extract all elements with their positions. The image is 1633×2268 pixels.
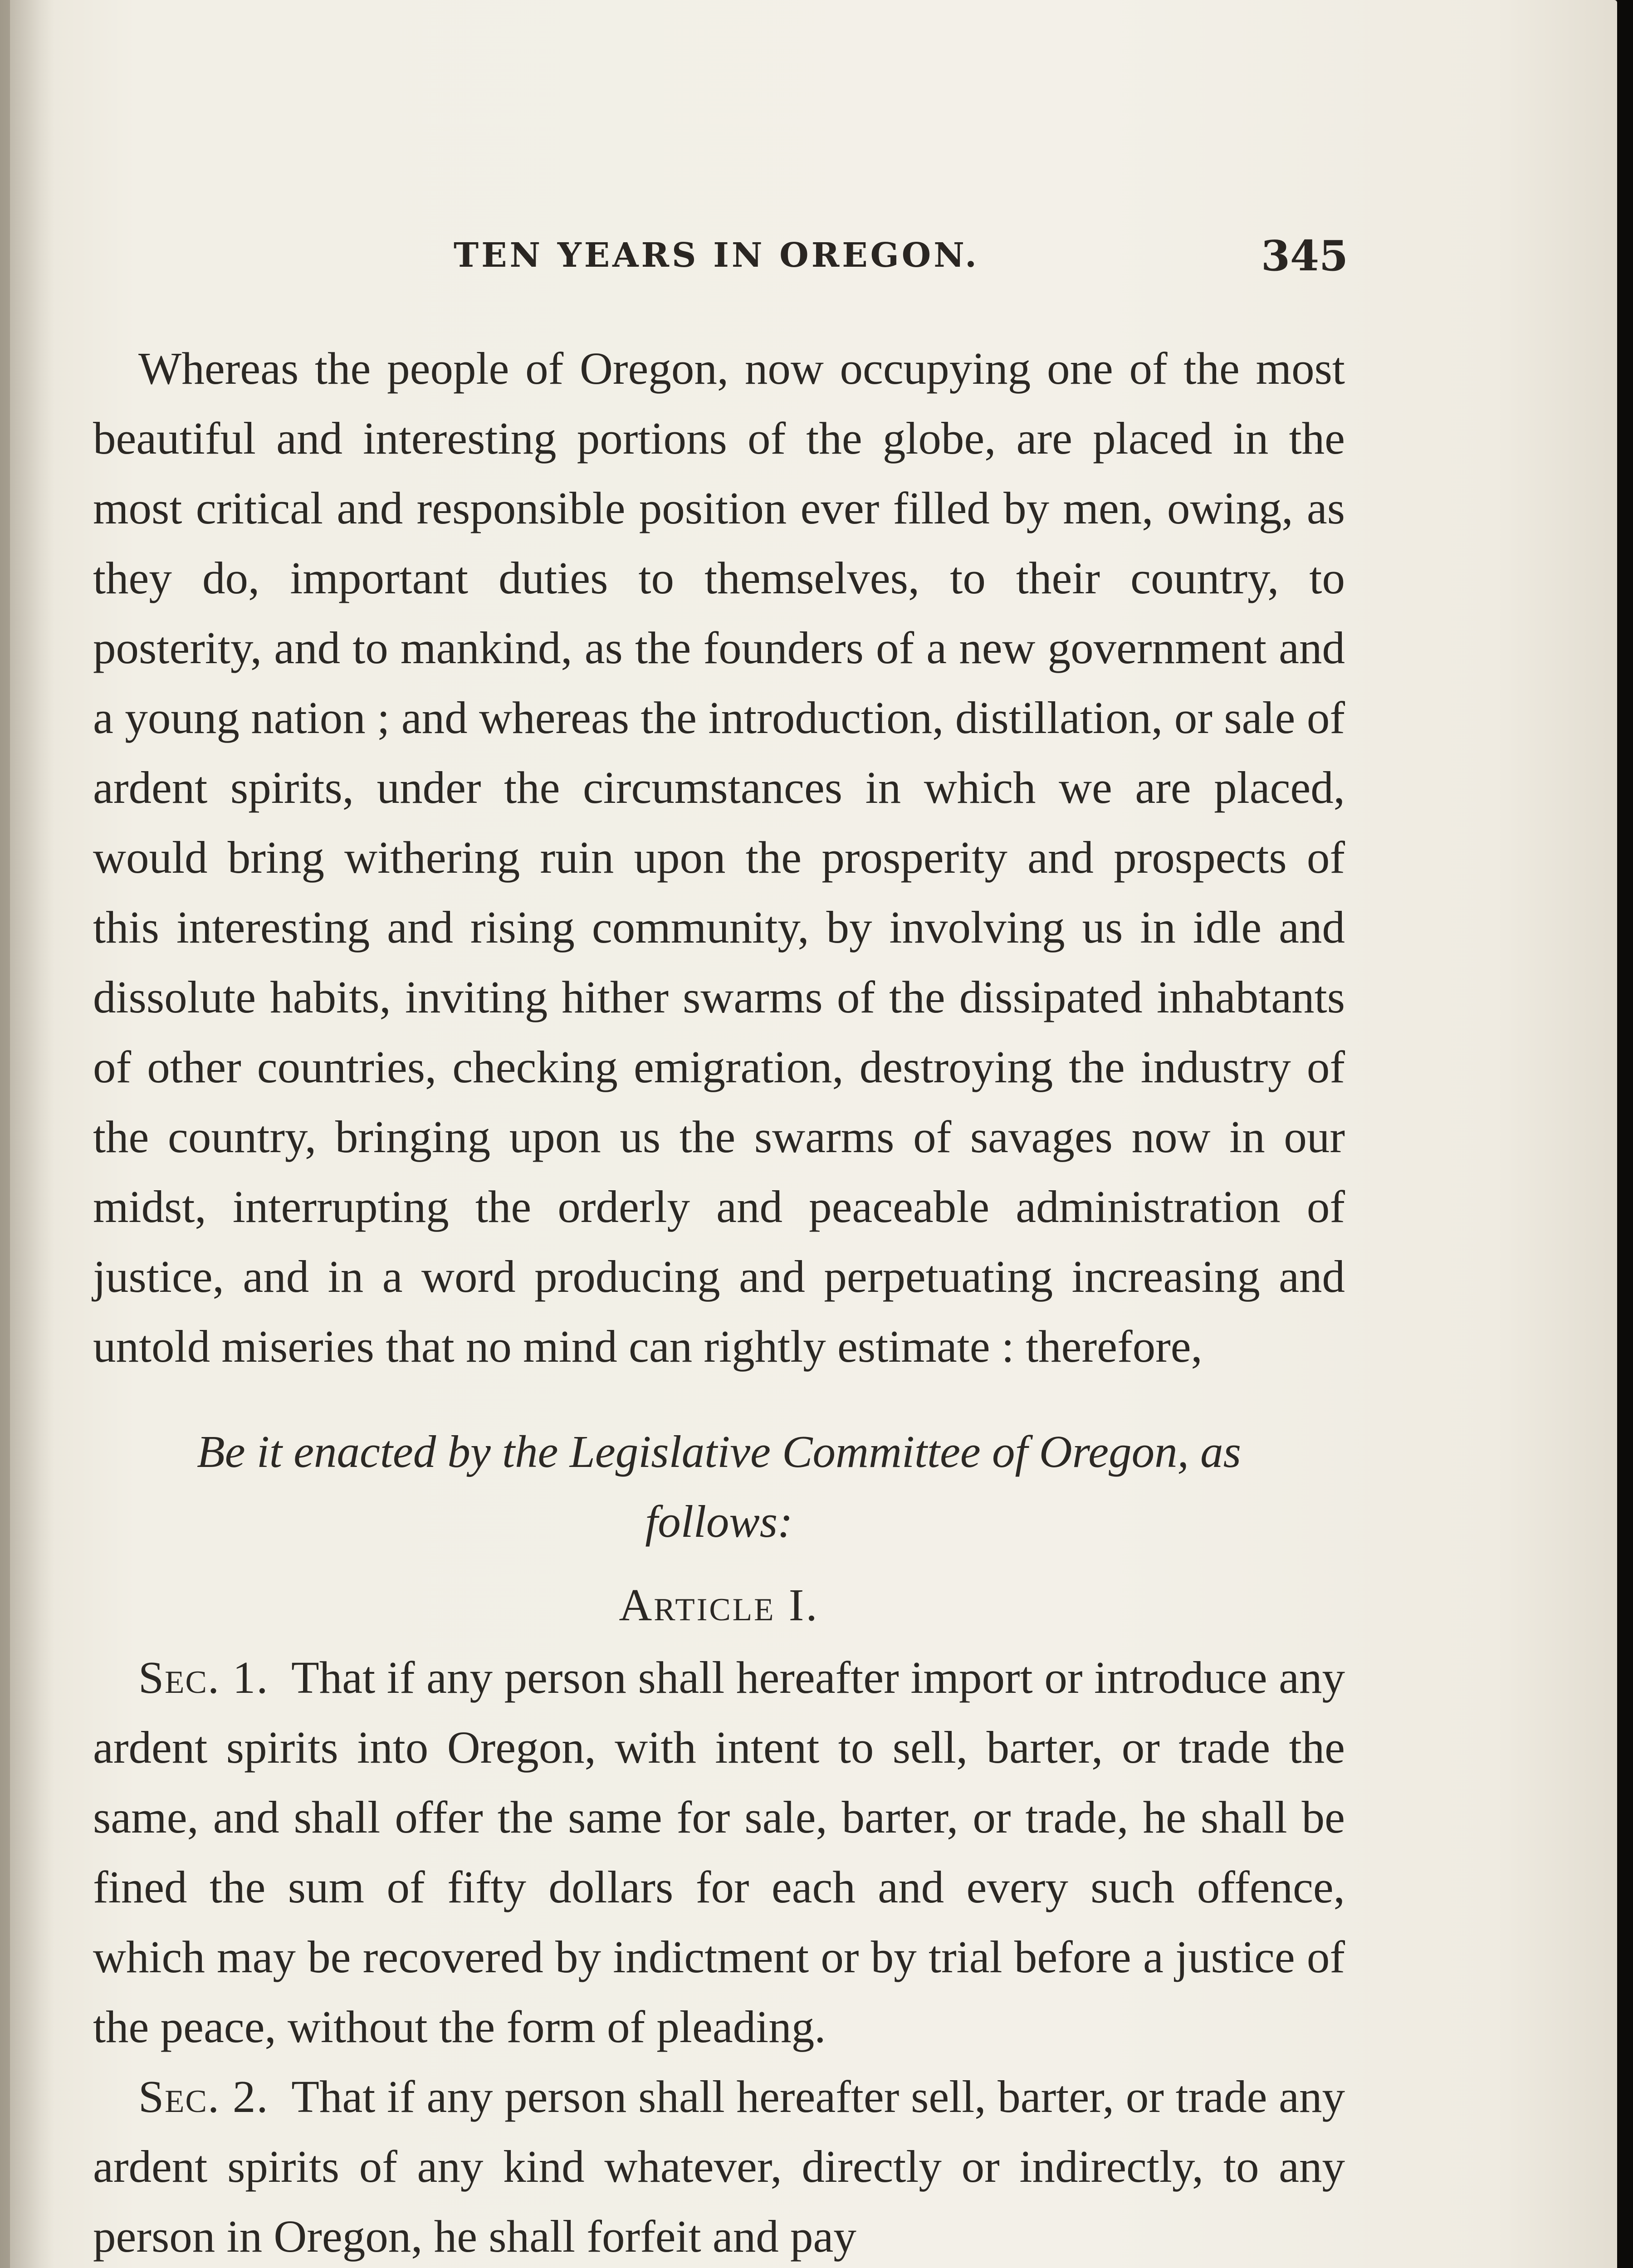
section-2-text: That if any person shall hereafter sell, barter, or trade any ardent spirits of any kind whatever, directly or indirectly, to any person in Oregon, he shall forfeit and pay (93, 2071, 1345, 2262)
enactment-line-1: Be it enacted by the Legislative Committee of Oregon, as (197, 1426, 1241, 1477)
running-title: TEN YEARS IN OREGON. (454, 236, 979, 275)
section-1-text: That if any person shall hereafter import or introduce any ardent spirits into Oregon, with intent to sell, barter, or trade the same, and shall offer the same for sale, barter, or trade, he shall be fined the sum of fifty dollars for each and every such offence, which may be recovered by indictment or by trial before a justice of the peace, without the form of pleading. (93, 1652, 1345, 2052)
section-1 (93, 1642, 1345, 2062)
article-heading: Article I. (619, 1579, 819, 1630)
section-2-label: Sec. 2. (138, 2071, 269, 2122)
page-number: 345 (1261, 231, 1349, 280)
section-2 (93, 2062, 1345, 2268)
enactment-line-2: follows: (645, 1496, 793, 1547)
page-body (93, 333, 1345, 2268)
enactment-clause (93, 1417, 1345, 1556)
preamble-paragraph: Whereas the people of Oregon, now occupying one of the most beautiful and interesting portions of the globe, are placed in the most critical and responsible position ever filled by men, owing, as they do, important duties to themselves, to their country, to posterity, and to mankind, as the founders of a new government and a young nation ; and whereas the introduction, distillation, or sale of ardent spirits, under the circumstances in which we are placed, would bring withering ruin upon the prosperity and prospects of this interesting and rising community, by involving us in idle and dissolute habits, inviting hither swarms of the dissipated inhabtants of other countries, checking emigration, destroying the industry of the country, bringing upon us the swarms of savages now in our midst, interrupting the orderly and peaceable administration of justice, and in a word producing and perpetuating increasing and untold miseries that no mind can rightly estimate : therefore, (93, 343, 1345, 1372)
spine-shadow (0, 0, 54, 2268)
section-1-label: Sec. 1. (138, 1652, 269, 1703)
